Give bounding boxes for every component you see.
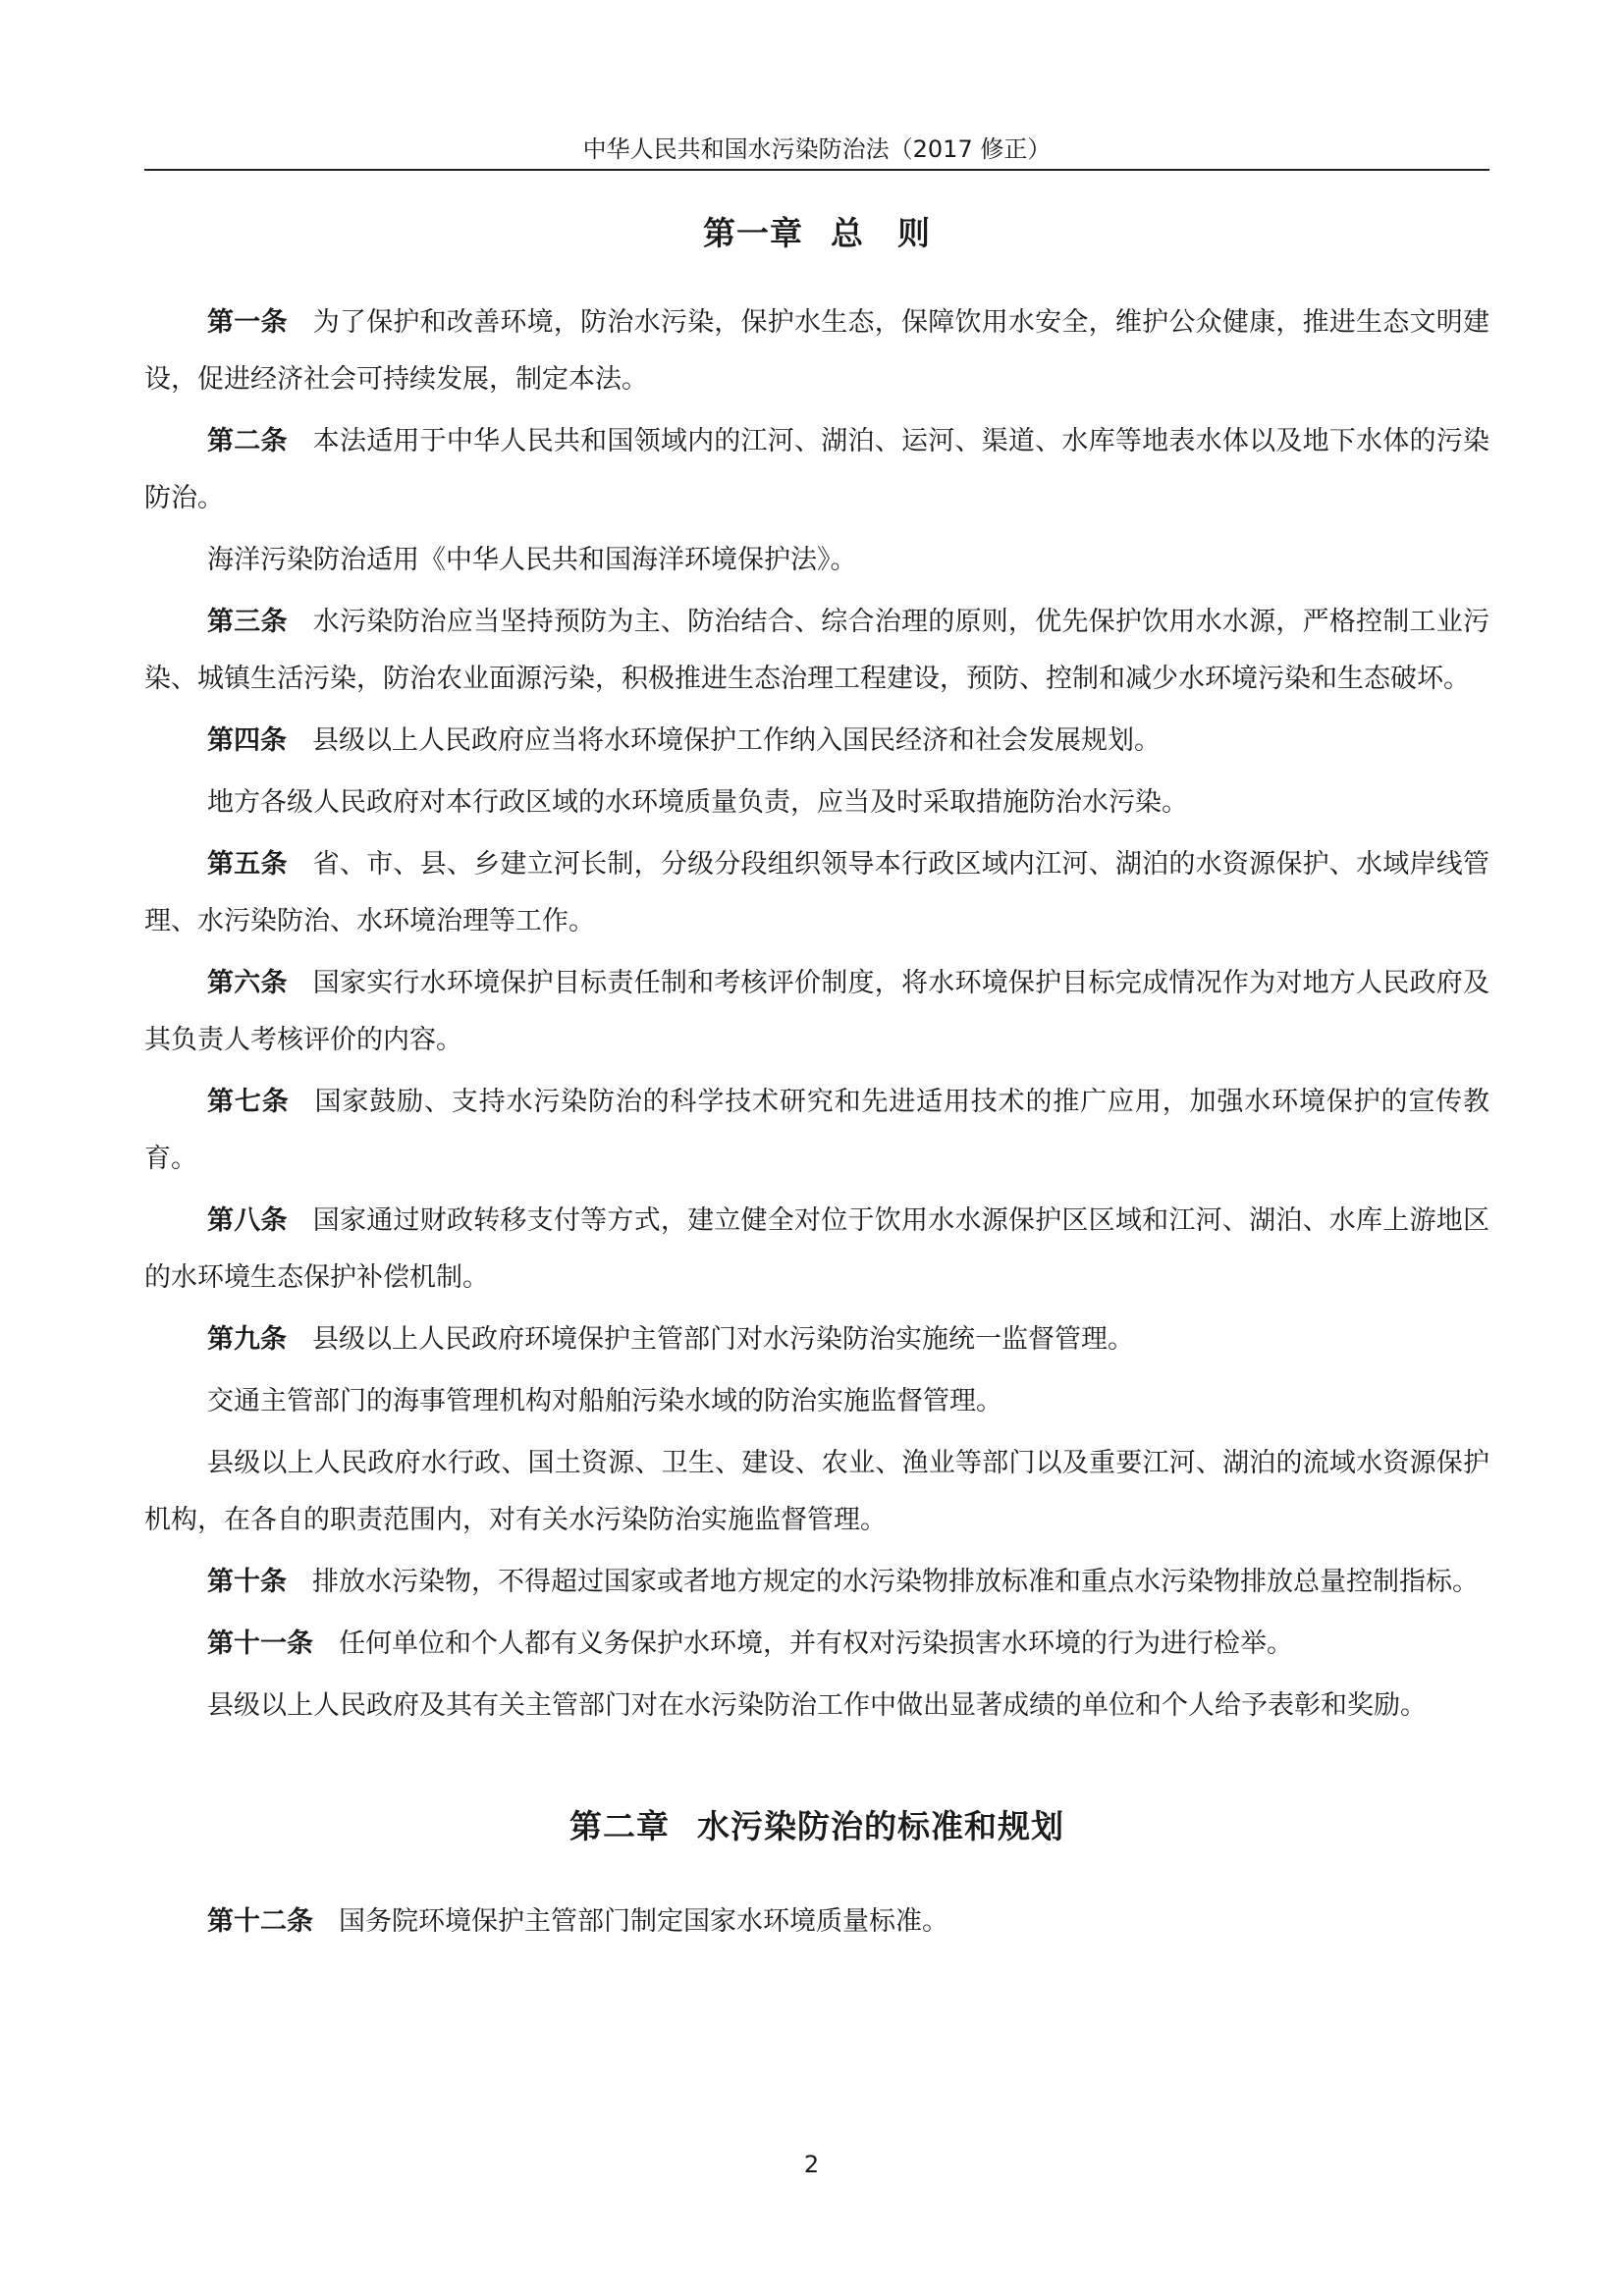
running-header: 中华人民共和国水污染防治法（2017 修正） (582, 135, 1052, 163)
article-paragraph (144, 1311, 1489, 1368)
article-text: 为了保护和改善环境，防治水污染，保护水生态，保障饮用水安全，维护公众健康，推进生态文明建设，促进经济社会可持续发展，制定本法。 (144, 307, 1489, 395)
article-text: 海洋污染防治适用《中华人民共和国海洋环境保护法》。 (207, 545, 857, 575)
article-paragraph (144, 1074, 1489, 1188)
article-paragraph (144, 1554, 1489, 1611)
page-number: 2 (803, 2151, 820, 2178)
article-label: 第八条 (207, 1205, 288, 1236)
article-label: 第七条 (207, 1087, 290, 1117)
article-paragraph (144, 1435, 1489, 1549)
article-label: 第四条 (207, 725, 287, 756)
article-paragraph (144, 1894, 1489, 1950)
article-label: 第十条 (207, 1567, 287, 1597)
header-divider (144, 169, 1489, 171)
article-text: 国家通过财政转移支付等方式，建立健全对位于饮用水水源保护区区域和江河、湖泊、水库上游地区的水环境生态保护补偿机制。 (144, 1205, 1489, 1293)
article-paragraph (144, 413, 1489, 527)
article-text: 水污染防治应当坚持预防为主、防治结合、综合治理的原则，优先保护饮用水水源，严格控制工业污染、城镇生活污染，防治农业面源污染，积极推进生态治理工程建设，预防、控制和减少水环境污染和生态破坏。 (144, 607, 1489, 694)
article-paragraph (144, 1616, 1489, 1673)
article-text: 省、市、县、乡建立河长制，分级分段组织领导本行政区域内江河、湖泊的水资源保护、水域岸线管理、水污染防治、水环境治理等工作。 (144, 849, 1489, 936)
article-text: 任何单位和个人都有义务保护水环境，并有权对污染损害水环境的行为进行检举。 (339, 1629, 1293, 1659)
chapter-2-articles (144, 1894, 1489, 1950)
article-paragraph (144, 774, 1489, 831)
article-label: 第十二条 (207, 1906, 313, 1937)
article-text: 县级以上人民政府水行政、国土资源、卫生、建设、农业、渔业等部门以及重要江河、湖泊的流域水资源保护机构，在各自的职责范围内，对有关水污染防治实施监督管理。 (144, 1448, 1489, 1535)
article-label: 第五条 (207, 849, 288, 880)
article-label: 第六条 (207, 968, 288, 998)
chapter-number: 第二章 (569, 1807, 670, 1845)
article-text: 地方各级人民政府对本行政区域的水环境质量负责，应当及时采取措施防治水污染。 (207, 787, 1188, 818)
article-paragraph (144, 836, 1489, 950)
article-text: 县级以上人民政府应当将水环境保护工作纳入国民经济和社会发展规划。 (312, 725, 1161, 756)
article-text: 本法适用于中华人民共和国领域内的江河、湖泊、运河、渠道、水库等地表水体以及地下水体的污染防治。 (144, 426, 1489, 513)
article-label: 第九条 (207, 1324, 287, 1355)
article-text: 排放水污染物，不得超过国家或者地方规定的水污染物排放标准和重点水污染物排放总量控制指标。 (312, 1567, 1479, 1597)
article-text: 国家实行水环境保护目标责任制和考核评价制度，将水环境保护目标完成情况作为对地方人民政府及其负责人考核评价的内容。 (144, 968, 1489, 1055)
article-label: 第十一条 (207, 1629, 313, 1659)
article-paragraph (144, 1373, 1489, 1430)
chapter-name: 水污染防治的标准和规划 (697, 1807, 1064, 1845)
article-paragraph (144, 532, 1489, 589)
chapter-title (144, 206, 1489, 261)
chapter-title (144, 1799, 1489, 1854)
article-text: 国务院环境保护主管部门制定国家水环境质量标准。 (339, 1906, 948, 1937)
article-label: 第三条 (207, 607, 288, 637)
article-text: 交通主管部门的海事管理机构对船舶污染水域的防治实施监督管理。 (207, 1386, 1002, 1416)
article-label: 第一条 (207, 307, 288, 338)
article-text: 县级以上人民政府环境保护主管部门对水污染防治实施统一监督管理。 (312, 1324, 1134, 1355)
article-paragraph (144, 713, 1489, 770)
article-text: 国家鼓励、支持水污染防治的科学技术研究和先进适用技术的推广应用，加强水环境保护的宣传教育。 (144, 1087, 1490, 1174)
chapter-number: 第一章 (703, 214, 803, 252)
chapter-name: 总 则 (831, 214, 931, 252)
article-label: 第二条 (207, 426, 288, 456)
article-text: 县级以上人民政府及其有关主管部门对在水污染防治工作中做出显著成绩的单位和个人给予表彰和奖励。 (207, 1690, 1427, 1721)
article-paragraph (144, 294, 1489, 408)
article-paragraph (144, 955, 1489, 1069)
article-paragraph (144, 1678, 1489, 1735)
article-paragraph (144, 594, 1489, 708)
document-body (144, 206, 1489, 1955)
chapter-1-articles (144, 294, 1489, 1735)
article-paragraph (144, 1193, 1489, 1307)
